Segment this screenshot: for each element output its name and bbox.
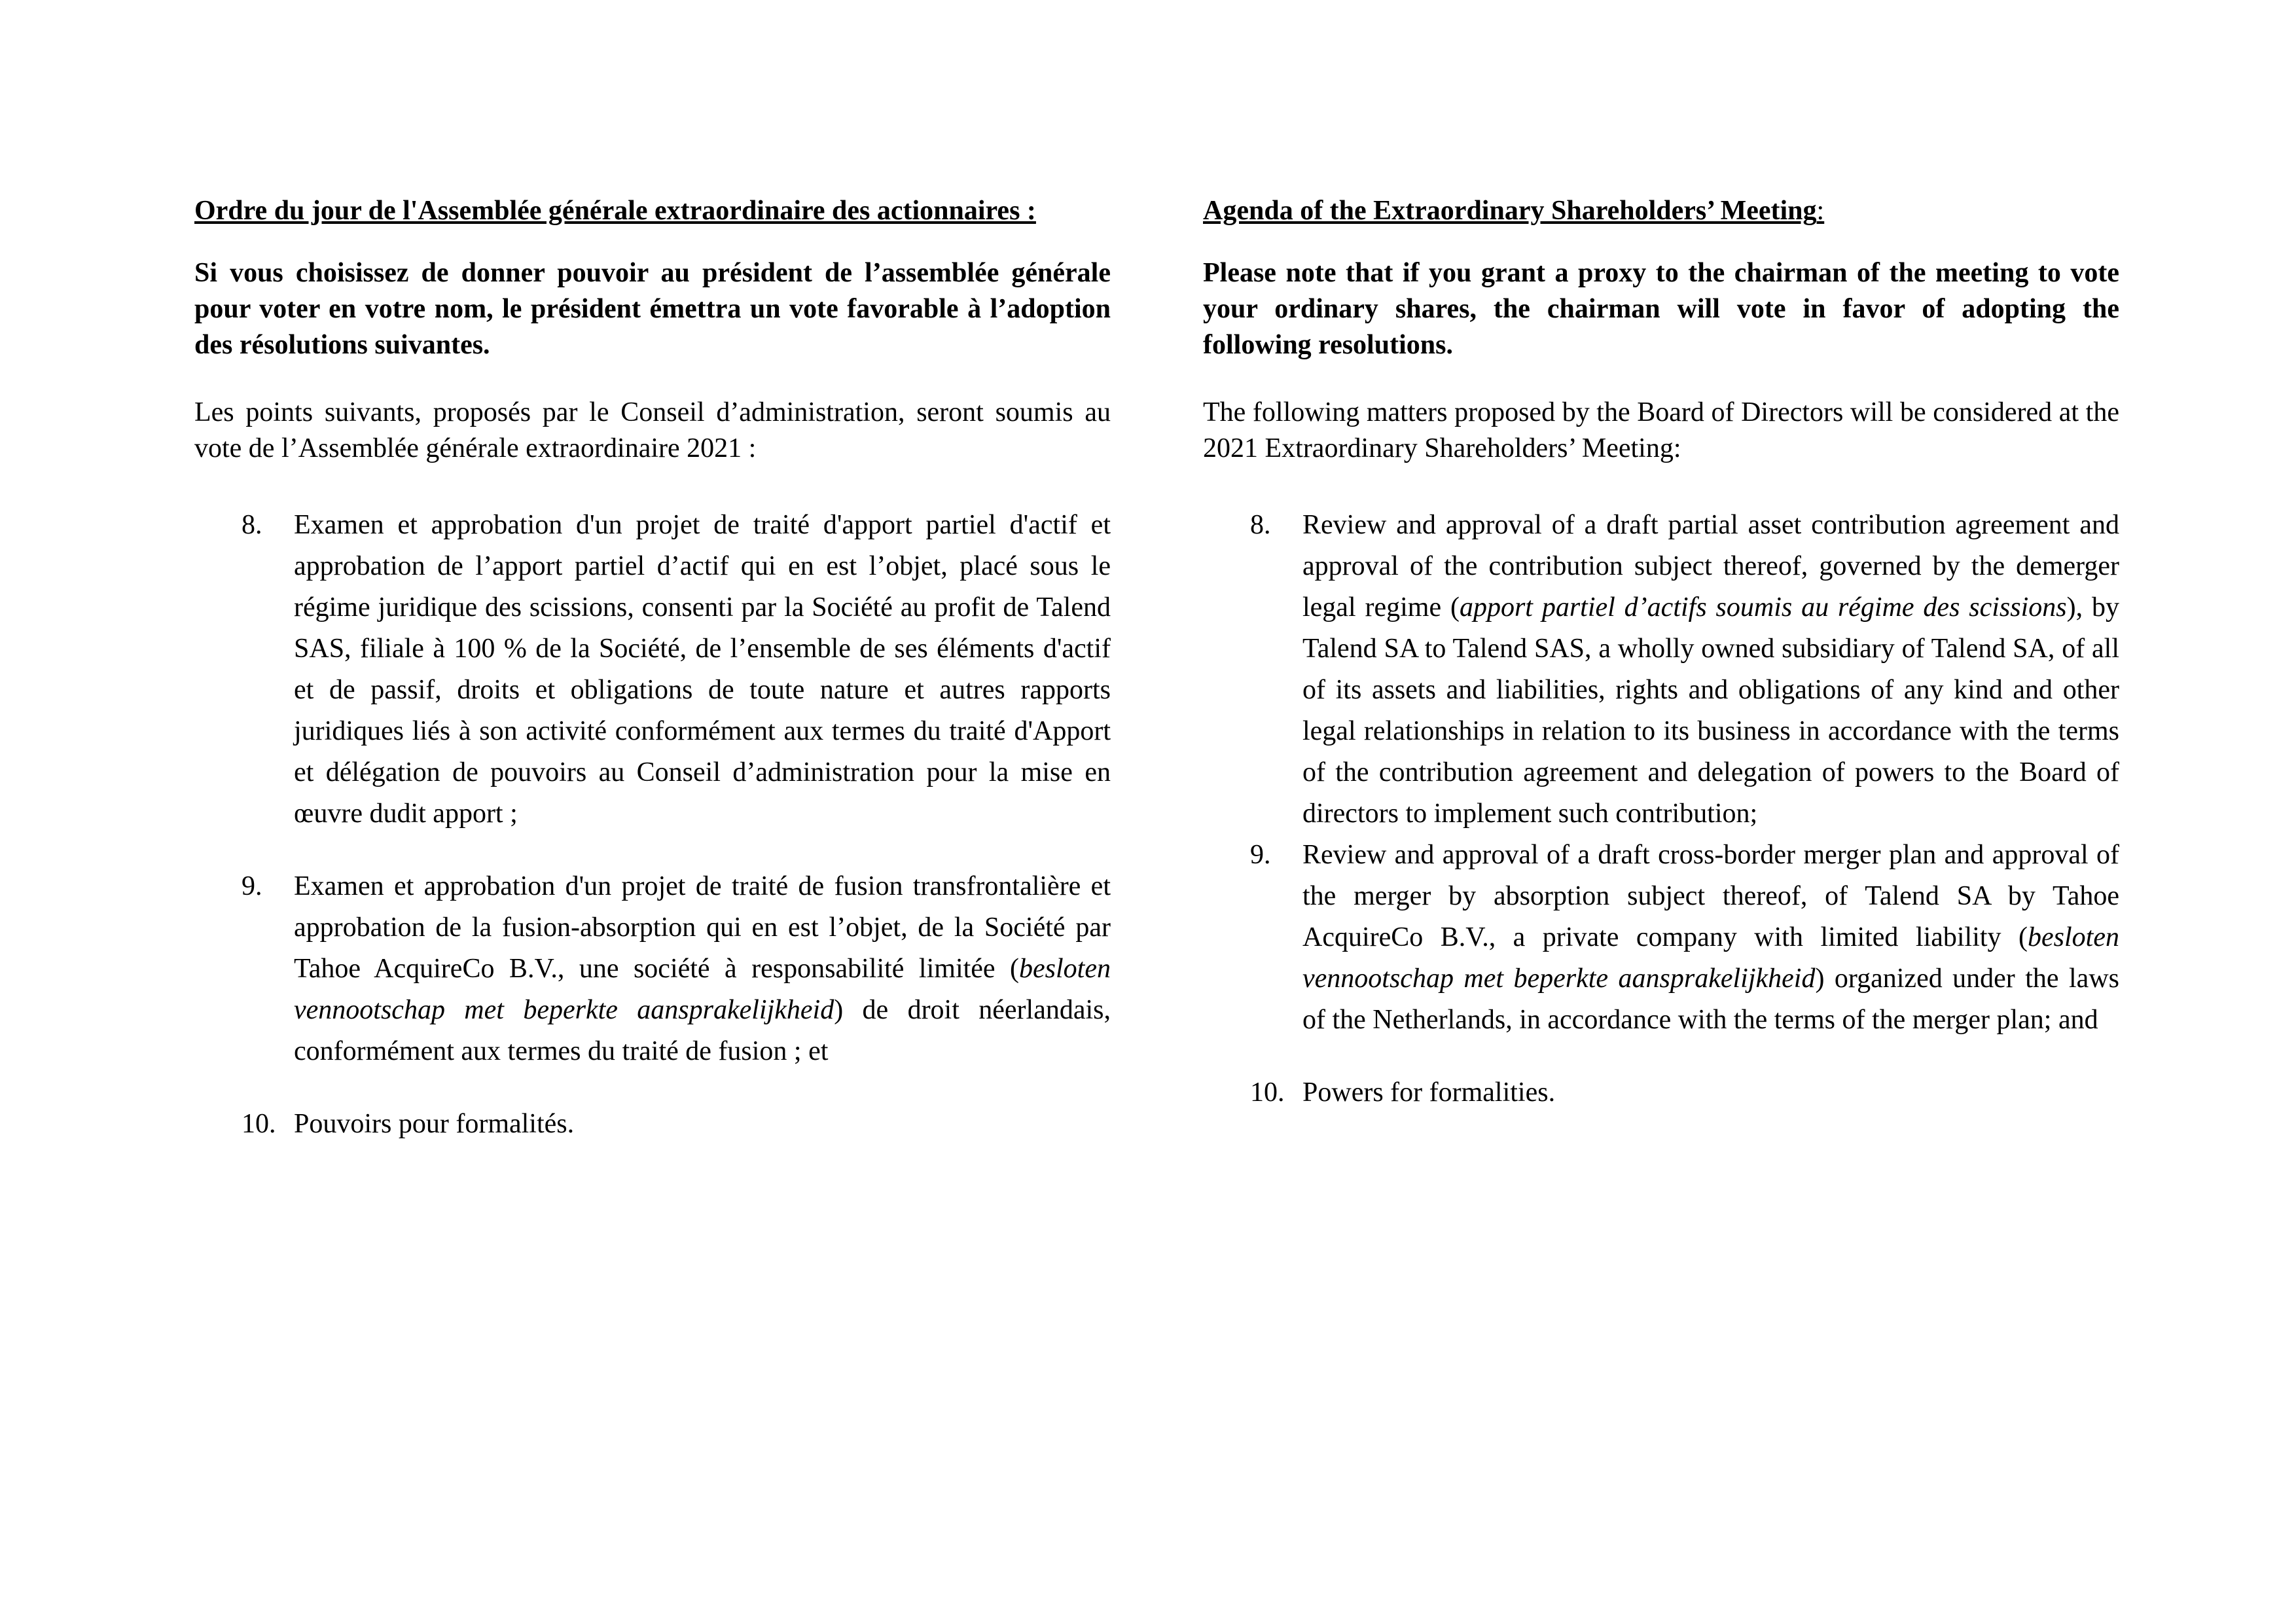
resolution-text-start: Review and approval of a draft cross-border merger plan and approval of the merger by absorption subject thereof, of Talend SA by Tahoe AcquireCo B.V., a private company with limited liability ( [1302, 840, 2119, 952]
english-heading-text: Agenda of the Extraordinary Shareholders’ Meeting [1203, 196, 1817, 226]
french-column [194, 193, 1111, 1176]
resolution-number: 8. [1250, 510, 1271, 540]
english-resolution-8 [1203, 505, 2119, 835]
resolution-text-italic: besloten vennootschap met beperkte aansprakelijkheid [294, 954, 1111, 1025]
resolution-number: 9. [242, 871, 262, 901]
resolution-text: Pouvoirs pour formalités. [294, 1109, 575, 1139]
resolution-number: 10. [1250, 1077, 1285, 1108]
resolution-text-start: Examen et approbation d'un projet de traité de fusion transfrontalière et approbation de la fusion-absorption qui en est l’objet, de la Société par Tahoe AcquireCo B.V., une société à responsabilité limitée ( [294, 871, 1111, 984]
resolution-text: Powers for formalities. [1302, 1077, 1556, 1108]
english-proxy-notice: Please note that if you grant a proxy to the chairman of the meeting to vote your ordinary shares, the chairman will vote in favor of adopting the following resolutions. [1203, 258, 2119, 360]
english-heading-colon: : [1816, 196, 1825, 226]
resolution-text-end: ) organized under the laws of the Netherlands, in accordance with the terms of the merger plan; and [1302, 964, 2119, 1035]
french-resolution-10 [194, 1104, 1111, 1145]
english-column [1203, 193, 2119, 1113]
french-proxy-notice: Si vous choisissez de donner pouvoir au président de l’assemblée générale pour voter en votre nom, le président émettra un vote favorable à l’adoption des résolutions suivantes. [194, 258, 1111, 360]
resolution-number: 9. [1250, 840, 1271, 870]
resolution-text-end: ), by Talend SA to Talend SAS, a wholly owned subsidiary of Talend SA, of all of its assets and liabilities, rights and obligations of any kind and other legal relationships in relation to its business in accordance with the terms of the contribution agreement and delegation of powers to the Board of directors to implement such contribution; [1302, 592, 2119, 829]
english-resolution-10 [1203, 1072, 2119, 1113]
resolution-text: Examen et approbation d'un projet de traité d'apport partiel d'actif et approbation de l’apport partiel d’actif qui en est l’objet, placé sous le régime juridique des scissions, consenti par la Société au profit de Talend SAS, filiale à 100 % de la Société, de l’ensemble de ses éléments d'actif et de passif, droits et obligations de toute nature et autres rapports juridiques liés à son activité conformément aux termes du traité d'Apport et délégation de pouvoirs au Conseil d’administration pour la mise en œuvre dudit apport ; [294, 510, 1111, 829]
resolution-text-italic: apport partiel d’actifs soumis au régime des scissions [1459, 592, 2067, 623]
english-intro: The following matters proposed by the Board of Directors will be considered at the 2021 Extraordinary Shareholders’ Meeting: [1203, 397, 2119, 463]
french-resolution-list [194, 505, 1111, 1145]
french-intro: Les points suivants, proposés par le Conseil d’administration, seront soumis au vote de l’Assemblée générale extraordinaire 2021 : [194, 397, 1111, 463]
english-resolution-list [1203, 505, 2119, 1113]
resolution-number: 10. [242, 1109, 276, 1139]
resolution-text-end: ) de droit néerlandais, conformément aux termes du traité de fusion ; et [294, 995, 1111, 1066]
resolution-number: 8. [242, 510, 262, 540]
resolution-text-start: Review and approval of a draft partial asset contribution agreement and approval of the contribution subject thereof, governed by the demerger legal regime ( [1302, 510, 2119, 623]
french-heading: Ordre du jour de l'Assemblée générale extraordinaire des actionnaires : [194, 196, 1036, 226]
english-heading [1203, 193, 2119, 229]
resolution-text-italic: besloten vennootschap met beperkte aansprakelijkheid [1302, 922, 2119, 994]
english-resolution-9 [1203, 835, 2119, 1041]
french-resolution-8 [194, 505, 1111, 835]
french-resolution-9 [194, 866, 1111, 1072]
